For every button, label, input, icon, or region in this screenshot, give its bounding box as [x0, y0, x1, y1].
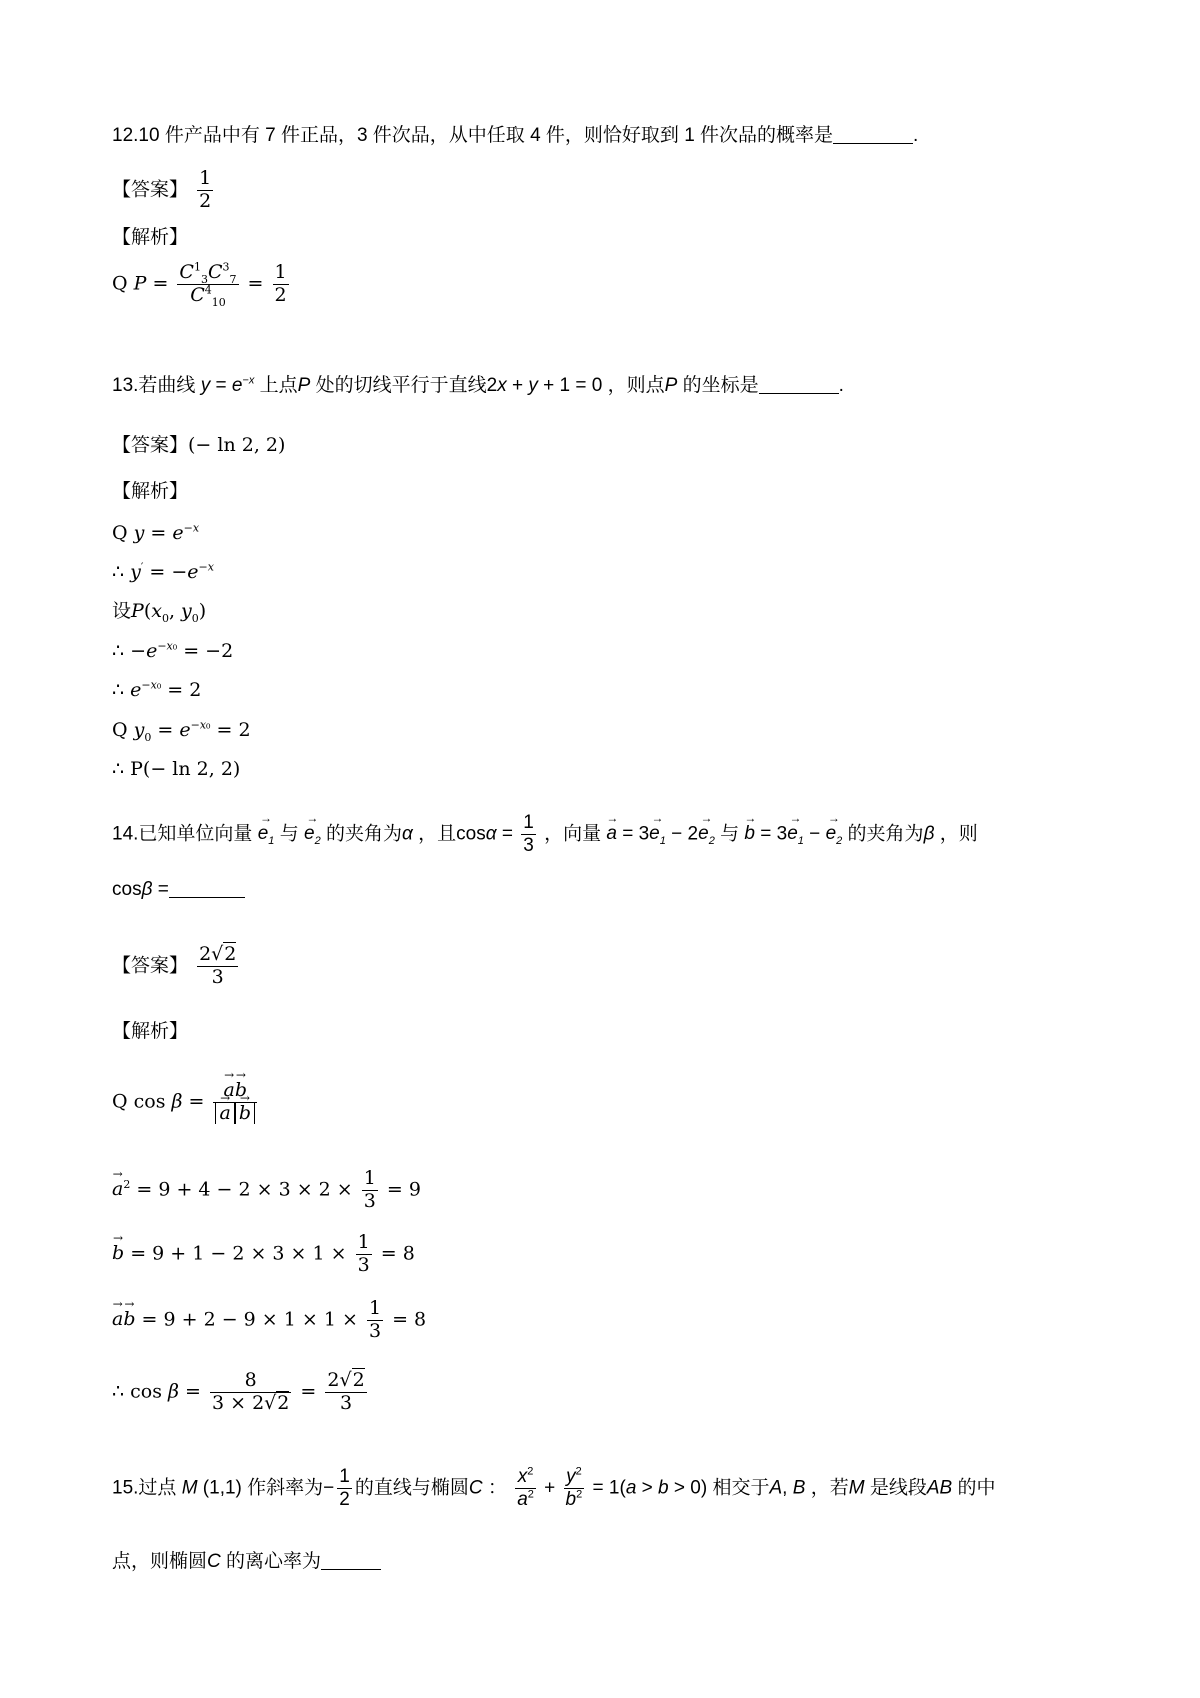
q14-text-line2: cosβ = [112, 880, 245, 899]
q14-step-1: Q cos β = → a→ b → a→ b [112, 1080, 260, 1125]
q13-conclusion: ∴ P(− ln 2, 2) [112, 758, 241, 780]
answer-fraction: $\frac{1}{2}$ [199, 167, 212, 212]
q14-step-4: → a→ b = 9 + 2 − 9 × 1 × 1 × $\frac{1}{3}$ = 8 [112, 1298, 426, 1343]
q12-solution: Q P = $\frac{C^1_3C^3_7}{C^4_{10}}$ = $\frac{1}{2}$ [112, 260, 287, 309]
answer-blank [321, 1569, 381, 1570]
q13-step-2: ∴ $y' = -e^{-x}$ [112, 560, 214, 583]
q14-text-line1: 14.已知单位向量 → $e_1$ 与 → $e_2$ 的夹角为α ，且cosα = $\frac{1}{3}$ ，向量 → $a = 3\to e_1 - 2\to e_2$ 与 → $b = 3\to e_1$ − → $e_2$ 的夹角为β ，则 [112, 812, 978, 857]
q13-step-4: ∴ $-e^{-x_0} = -2$ [112, 639, 234, 662]
q14-conclusion: ∴ cos β = $\frac{8}{3 \times 2√2}$ = $\frac{2√2}{3}$ [112, 1369, 365, 1414]
probability-fraction: $\frac{C^1_3C^3_7}{C^4_{10}}$ [179, 260, 237, 309]
q14-step-3: → b = 9 + 1 − 2 × 3 × 1 × $\frac{1}{3}$ = 8 [112, 1232, 415, 1277]
answer-fraction: $\frac{2√2}{3}$ [199, 943, 237, 988]
q12-text: 12.10 件产品中有 7 件正品，3 件次品，从中任取 4 件，则恰好取到 1 件次品的概率是 . [112, 125, 919, 146]
q15-text-line2: 点，则椭圆C 的离心率为 [112, 1552, 381, 1571]
q13-step-3: 设$P(x_0$, $y_0$) [112, 600, 207, 625]
answer-blank [759, 393, 839, 394]
q13-analysis-label: 【解析】 [112, 480, 189, 502]
q13-step-5: ∴ $e^{-x_0} = 2$ [112, 678, 202, 701]
q14-answer: 【答案】 $\frac{2√2}{3}$ [112, 943, 237, 988]
answer-blank [833, 143, 913, 144]
q15-text-line1: 15.过点 M (1,1) 作斜率为− $\frac{1}{2}$ 的直线与椭圆C ： $\frac{x^2}{a^2}$ + $\frac{y^2}{b^2}$ = 1(a > b > 0) 相交于A, B ，若M 是线段AB 的中 [112, 1465, 996, 1510]
q14-analysis-label: 【解析】 [112, 1020, 189, 1042]
q12-analysis-label: 【解析】 [112, 226, 189, 248]
answer-blank [169, 897, 245, 898]
q14-step-2: → $a^2 = 9 + 4 - 2 \times 3 \times 2$ × $\frac{1}{3}$ = 9 [112, 1168, 421, 1213]
q13-answer: 【答案】(− ln 2, 2) [112, 434, 286, 456]
q13-text: 13.若曲线 $y = e^{-x}$ 上点P 处的切线平行于直线2x + y + 1 = 0 ，则点P 的坐标是 . [112, 374, 844, 396]
q12-answer: 【答案】 $\frac{1}{2}$ [112, 167, 212, 212]
q13-step-1: Q $y = e^{-x}$ [112, 521, 200, 544]
q13-step-6: Q $y_0 = e^{-x_0} = 2$ [112, 718, 251, 744]
